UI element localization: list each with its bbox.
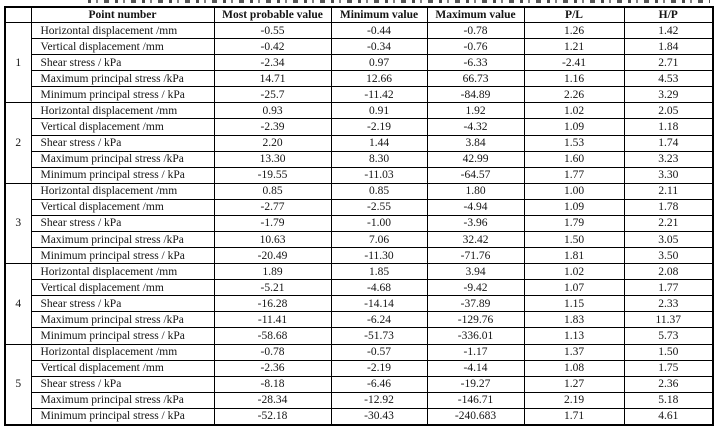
table-body — [5, 23, 713, 426]
value-cell: 3.05 — [624, 232, 713, 248]
table-row — [5, 71, 713, 87]
value-cell: -20.49 — [214, 248, 331, 264]
value-cell: 2.19 — [524, 392, 624, 408]
value-cell: -2.34 — [214, 55, 331, 71]
table-row — [5, 23, 713, 39]
metric-label-cell: Maximum principal stress /kPa — [31, 232, 214, 248]
metric-label-cell: Vertical displacement /mm — [31, 360, 214, 376]
value-cell: 3.50 — [624, 248, 713, 264]
metric-label-cell: Vertical displacement /mm — [31, 119, 214, 135]
metric-label-cell: Shear stress / kPa — [31, 296, 214, 312]
value-cell: -1.00 — [331, 215, 427, 231]
table-row — [5, 103, 713, 119]
value-cell: -0.78 — [214, 344, 331, 360]
table-row — [5, 119, 713, 135]
value-cell: -11.41 — [214, 312, 331, 328]
metric-label-cell: Minimum principal stress / kPa — [31, 408, 214, 425]
value-cell: 1.26 — [524, 23, 624, 39]
metric-label-cell: Vertical displacement /mm — [31, 280, 214, 296]
value-cell: -2.36 — [214, 360, 331, 376]
value-cell: -14.14 — [331, 296, 427, 312]
value-cell: -240.683 — [427, 408, 524, 425]
value-cell: -0.78 — [427, 23, 524, 39]
table-header — [5, 7, 713, 23]
metric-label-cell: Shear stress / kPa — [31, 55, 214, 71]
value-cell: 1.60 — [524, 151, 624, 167]
value-cell: 2.36 — [624, 376, 713, 392]
value-cell: 42.99 — [427, 151, 524, 167]
table-row — [5, 296, 713, 312]
value-cell: -0.34 — [331, 39, 427, 55]
value-cell: 1.77 — [624, 280, 713, 296]
value-cell: -6.24 — [331, 312, 427, 328]
value-cell: -6.46 — [331, 376, 427, 392]
header-h-p: H/P — [624, 7, 713, 23]
value-cell: 1.27 — [524, 376, 624, 392]
table-row — [5, 39, 713, 55]
value-cell: -0.44 — [331, 23, 427, 39]
value-cell: -12.92 — [331, 392, 427, 408]
metric-label-cell: Horizontal displacement /mm — [31, 183, 214, 199]
value-cell: 2.08 — [624, 264, 713, 280]
value-cell: -19.55 — [214, 167, 331, 183]
value-cell: 3.84 — [427, 135, 524, 151]
value-cell: 2.71 — [624, 55, 713, 71]
value-cell: 0.85 — [214, 183, 331, 199]
value-cell: 1.42 — [624, 23, 713, 39]
value-cell: 1.53 — [524, 135, 624, 151]
metric-label-cell: Minimum principal stress / kPa — [31, 87, 214, 103]
table-row — [5, 55, 713, 71]
value-cell: 1.09 — [524, 199, 624, 215]
value-cell: -71.76 — [427, 248, 524, 264]
value-cell: 4.53 — [624, 71, 713, 87]
metric-label-cell: Minimum principal stress / kPa — [31, 167, 214, 183]
value-cell: -9.42 — [427, 280, 524, 296]
header-minimum-value: Minimum value — [331, 7, 427, 23]
metric-label-cell: Shear stress / kPa — [31, 376, 214, 392]
value-cell: 1.50 — [524, 232, 624, 248]
value-cell: 5.73 — [624, 328, 713, 344]
value-cell: -1.17 — [427, 344, 524, 360]
results-table — [4, 6, 714, 426]
metric-label-cell: Maximum principal stress /kPa — [31, 392, 214, 408]
point-number-cell: 2 — [5, 103, 31, 183]
value-cell: -2.77 — [214, 199, 331, 215]
header-most-probable-value: Most probable value — [214, 7, 331, 23]
value-cell: -11.42 — [331, 87, 427, 103]
value-cell: 2.33 — [624, 296, 713, 312]
value-cell: 1.74 — [624, 135, 713, 151]
metric-label-cell: Horizontal displacement /mm — [31, 344, 214, 360]
table-row — [5, 376, 713, 392]
value-cell: 1.83 — [524, 312, 624, 328]
value-cell: 1.00 — [524, 183, 624, 199]
header-point-number: Point number — [31, 7, 214, 23]
value-cell: -146.71 — [427, 392, 524, 408]
point-number-cell: 1 — [5, 23, 31, 103]
value-cell: 1.02 — [524, 264, 624, 280]
table-row — [5, 360, 713, 376]
value-cell: -51.73 — [331, 328, 427, 344]
value-cell: 13.30 — [214, 151, 331, 167]
point-number-cell: 3 — [5, 183, 31, 263]
value-cell: 1.21 — [524, 39, 624, 55]
value-cell: -52.18 — [214, 408, 331, 425]
table-row — [5, 151, 713, 167]
value-cell: 1.18 — [624, 119, 713, 135]
table-row — [5, 183, 713, 199]
value-cell: -37.89 — [427, 296, 524, 312]
value-cell: -6.33 — [427, 55, 524, 71]
value-cell: -3.96 — [427, 215, 524, 231]
value-cell: -4.94 — [427, 199, 524, 215]
metric-label-cell: Minimum principal stress / kPa — [31, 248, 214, 264]
value-cell: -0.55 — [214, 23, 331, 39]
value-cell: 1.07 — [524, 280, 624, 296]
value-cell: 1.84 — [624, 39, 713, 55]
value-cell: -4.14 — [427, 360, 524, 376]
table-row — [5, 215, 713, 231]
value-cell: 1.09 — [524, 119, 624, 135]
metric-label-cell: Shear stress / kPa — [31, 135, 214, 151]
value-cell: -2.55 — [331, 199, 427, 215]
value-cell: -2.19 — [331, 119, 427, 135]
metric-label-cell: Maximum principal stress /kPa — [31, 312, 214, 328]
value-cell: 2.05 — [624, 103, 713, 119]
value-cell: -8.18 — [214, 376, 331, 392]
clipped-caption-text — [88, 0, 710, 3]
table-row — [5, 248, 713, 264]
value-cell: 2.26 — [524, 87, 624, 103]
value-cell: 2.11 — [624, 183, 713, 199]
value-cell: 14.71 — [214, 71, 331, 87]
value-cell: -11.03 — [331, 167, 427, 183]
value-cell: 1.08 — [524, 360, 624, 376]
value-cell: 2.21 — [624, 215, 713, 231]
point-number-cell: 4 — [5, 264, 31, 344]
value-cell: 1.85 — [331, 264, 427, 280]
value-cell: 2.20 — [214, 135, 331, 151]
value-cell: -19.27 — [427, 376, 524, 392]
value-cell: 1.16 — [524, 71, 624, 87]
value-cell: -1.79 — [214, 215, 331, 231]
value-cell: -2.19 — [331, 360, 427, 376]
value-cell: 3.29 — [624, 87, 713, 103]
metric-label-cell: Minimum principal stress / kPa — [31, 328, 214, 344]
value-cell: -4.68 — [331, 280, 427, 296]
table-row — [5, 167, 713, 183]
value-cell: 3.23 — [624, 151, 713, 167]
metric-label-cell: Horizontal displacement /mm — [31, 264, 214, 280]
value-cell: 1.75 — [624, 360, 713, 376]
table-row — [5, 392, 713, 408]
value-cell: -0.76 — [427, 39, 524, 55]
table-row — [5, 87, 713, 103]
value-cell: 1.79 — [524, 215, 624, 231]
table-row — [5, 135, 713, 151]
value-cell: 10.63 — [214, 232, 331, 248]
value-cell: 1.80 — [427, 183, 524, 199]
value-cell: 1.71 — [524, 408, 624, 425]
value-cell: -0.42 — [214, 39, 331, 55]
value-cell: 1.44 — [331, 135, 427, 151]
value-cell: -4.32 — [427, 119, 524, 135]
value-cell: -64.57 — [427, 167, 524, 183]
corner-cell — [5, 7, 31, 23]
value-cell: 1.50 — [624, 344, 713, 360]
table-row — [5, 280, 713, 296]
metric-label-cell: Maximum principal stress /kPa — [31, 71, 214, 87]
value-cell: 0.93 — [214, 103, 331, 119]
table-row — [5, 408, 713, 425]
value-cell: 12.66 — [331, 71, 427, 87]
value-cell: 1.13 — [524, 328, 624, 344]
value-cell: -16.28 — [214, 296, 331, 312]
value-cell: 1.02 — [524, 103, 624, 119]
value-cell: 1.81 — [524, 248, 624, 264]
value-cell: 66.73 — [427, 71, 524, 87]
value-cell: 1.37 — [524, 344, 624, 360]
header-p-l: P/L — [524, 7, 624, 23]
metric-label-cell: Maximum principal stress /kPa — [31, 151, 214, 167]
value-cell: 32.42 — [427, 232, 524, 248]
metric-label-cell: Horizontal displacement /mm — [31, 23, 214, 39]
point-number-cell: 5 — [5, 344, 31, 425]
value-cell: -0.57 — [331, 344, 427, 360]
value-cell: 5.18 — [624, 392, 713, 408]
value-cell: 11.37 — [624, 312, 713, 328]
metric-label-cell: Horizontal displacement /mm — [31, 103, 214, 119]
metric-label-cell: Shear stress / kPa — [31, 215, 214, 231]
value-cell: 1.78 — [624, 199, 713, 215]
value-cell: 1.92 — [427, 103, 524, 119]
value-cell: 1.89 — [214, 264, 331, 280]
table-row — [5, 232, 713, 248]
value-cell: 8.30 — [331, 151, 427, 167]
header-row — [5, 7, 713, 23]
value-cell: -28.34 — [214, 392, 331, 408]
value-cell: -129.76 — [427, 312, 524, 328]
value-cell: 3.30 — [624, 167, 713, 183]
value-cell: -11.30 — [331, 248, 427, 264]
value-cell: -25.7 — [214, 87, 331, 103]
table-row — [5, 344, 713, 360]
metric-label-cell: Vertical displacement /mm — [31, 39, 214, 55]
table-row — [5, 328, 713, 344]
value-cell: 0.85 — [331, 183, 427, 199]
table-row — [5, 312, 713, 328]
value-cell: 3.94 — [427, 264, 524, 280]
value-cell: 1.77 — [524, 167, 624, 183]
value-cell: -2.39 — [214, 119, 331, 135]
value-cell: 7.06 — [331, 232, 427, 248]
value-cell: -58.68 — [214, 328, 331, 344]
metric-label-cell: Vertical displacement /mm — [31, 199, 214, 215]
table-row — [5, 264, 713, 280]
value-cell: -336.01 — [427, 328, 524, 344]
value-cell: -84.89 — [427, 87, 524, 103]
value-cell: 0.91 — [331, 103, 427, 119]
value-cell: -5.21 — [214, 280, 331, 296]
value-cell: 1.15 — [524, 296, 624, 312]
header-maximum-value: Maximum value — [427, 7, 524, 23]
table-row — [5, 199, 713, 215]
value-cell: 0.97 — [331, 55, 427, 71]
value-cell: 4.61 — [624, 408, 713, 425]
value-cell: -2.41 — [524, 55, 624, 71]
value-cell: -30.43 — [331, 408, 427, 425]
